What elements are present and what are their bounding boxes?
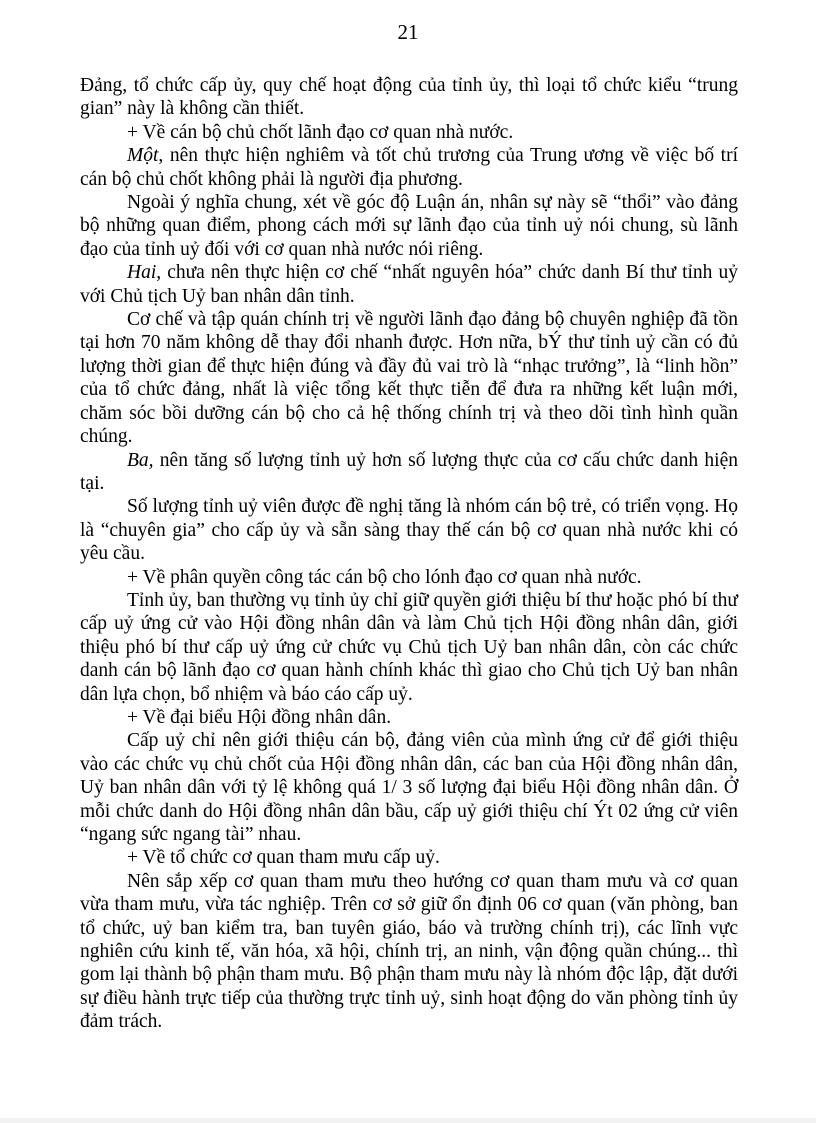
paragraph xyxy=(80,589,738,706)
paragraph-text: + Về tổ chức cơ quan tham mưu cấp uỷ. xyxy=(127,847,440,869)
paragraph-text: Tỉnh ủy, ban thường vụ tỉnh ủy chỉ giữ quyền giới thiệu bí thư hoặc phó bí thư cấp uỷ ứng cử vào Hội đồng nhân dân và làm Chủ tịch Hội đồng nhân dân, giới thiệu phó bí thư cấp uỷ ứng cử chức vụ Chủ tịch Uỷ ban nhân dân, còn các chức danh cán bộ lãnh đạo cơ quan hành chính khác thì giao cho Chủ tịch Uỷ ban nhân dân lựa chọn, bổ nhiệm và báo cáo cấp uỷ. xyxy=(80,589,738,705)
enumerator: Một xyxy=(127,145,159,167)
paragraph xyxy=(80,449,738,496)
section-heading xyxy=(80,566,738,589)
paragraph xyxy=(80,261,738,308)
paragraph-text: Số lượng tỉnh uỷ viên được đề nghị tăng là nhóm cán bộ trẻ, có triển vọng. Họ là “chuyên gia” cho cấp ủy và sẵn sàng thay thế cán bộ cơ quan nhà nước khi có yêu cầu. xyxy=(80,496,738,565)
section-heading xyxy=(80,121,738,144)
paragraph xyxy=(80,870,738,1034)
paragraph-text: nên tăng số lượng tỉnh uỷ hơn số lượng thực của cơ cấu chức danh hiện tại. xyxy=(80,449,738,494)
page-bottom-edge xyxy=(0,1118,816,1123)
enumerator: Hai xyxy=(127,262,157,284)
body-text xyxy=(80,74,738,1034)
paragraph-text: Nên sắp xếp cơ quan tham mưu theo hướng cơ quan tham mưu và cơ quan vừa tham mưu, vừa tác nghiệp. Trên cơ sở giữ ổn định 06 cơ quan (văn phòng, ban tổ chức, uỷ ban kiểm tra, ban tuyên giáo, báo và trường chính trị), các lĩnh vực nghiên cứu kinh tế, văn hóa, xã hội, chính trị, an ninh, vận động quần chúng... thì gom lại thành bộ phận tham mưu. Bộ phận tham mưu này là nhóm độc lập, đặt dưới sự điều hành trực tiếp của thường trực tỉnh uỷ, sinh hoạt động do văn phòng tỉnh ủy đảm trách. xyxy=(80,870,738,1033)
paragraph xyxy=(80,308,738,448)
paragraph-text: Ngoài ý nghĩa chung, xét về góc độ Luận án, nhân sự này sẽ “thổi” vào đảng bộ những quan điểm, phong cách mới sự lãnh đạo của tỉnh uỷ nói chung, sù lãnh đạo của tỉnh uỷ đối với cơ quan nhà nước nói riêng. xyxy=(80,192,738,260)
paragraph-text: + Về cán bộ chủ chốt lãnh đạo cơ quan nhà nước. xyxy=(127,121,514,143)
page-number: 21 xyxy=(397,20,419,44)
paragraph xyxy=(80,729,738,846)
paragraph-text: Đảng, tổ chức cấp ủy, quy chế hoạt động của tỉnh ủy, thì loại tổ chức kiểu “trung gian” này là không cần thiết. xyxy=(80,75,738,120)
paragraph-text: + Về đại biểu Hội đồng nhân dân. xyxy=(127,706,392,728)
section-heading xyxy=(80,846,738,869)
paragraph-text: + Về phân quyền công tác cán bộ cho lónh đạo cơ quan nhà nước. xyxy=(127,566,642,588)
paragraph xyxy=(80,495,738,565)
paragraph xyxy=(80,74,738,121)
enumerator: Ba, xyxy=(127,449,154,471)
paragraph-text: , nên thực hiện nghiêm và tốt chủ trương của Trung ương về việc bố trí cán bộ chủ chốt không phải là người địa phương. xyxy=(80,145,738,190)
paragraph xyxy=(80,144,738,191)
section-heading xyxy=(80,706,738,729)
paragraph-text: Cơ chế và tập quán chính trị về người lãnh đạo đảng bộ chuyên nghiệp đã tồn tại hơn 70 năm không dễ thay đổi nhanh được. Hơn nữa, bÝ thư tỉnh uỷ cần có đủ lượng thời gian để thực hiện đúng và đầy đủ vai trò là “nhạc trưởng”, là “linh hồn” của tổ chức đảng, nhất là việc tổng kết thực tiễn để đưa ra những kết luận mới, chăm sóc bồi dưỡng cán bộ cho cả hệ thống chính trị và theo dõi tình hình quần chúng. xyxy=(80,309,738,448)
paragraph xyxy=(80,191,738,261)
paragraph-text: Cấp uỷ chỉ nên giới thiệu cán bộ, đảng viên của mình ứng cử để giới thiệu vào các chức vụ chủ chốt của Hội đồng nhân dân, các ban của Hội đồng nhân dân, Uỷ ban nhân dân với tỷ lệ không quá 1/ 3 số lượng đại biểu Hội đồng nhân dân. Ở mỗi chức danh do Hội đồng nhân dân bầu, cấp uỷ giới thiệu chí Ýt 02 ứng cử viên “ngang sức ngang tài” nhau. xyxy=(80,730,738,845)
paragraph-text: , chưa nên thực hiện cơ chế “nhất nguyên hóa” chức danh Bí thư tỉnh uỷ với Chủ tịch Uỷ ban nhân dân tỉnh. xyxy=(80,262,738,307)
